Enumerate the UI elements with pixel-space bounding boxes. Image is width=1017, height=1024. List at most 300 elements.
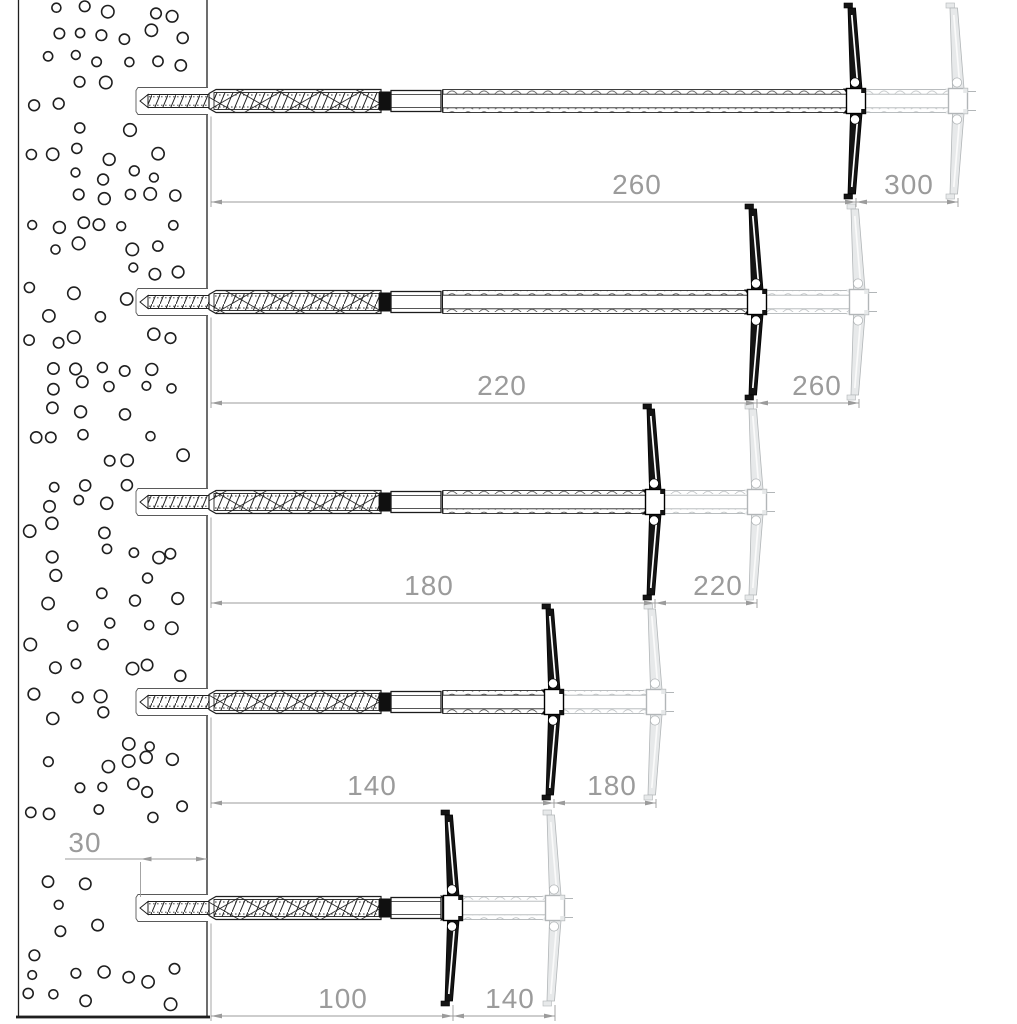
dimension-arrow (554, 801, 565, 806)
tube-wall-hatch (767, 291, 851, 296)
tube-wall-hatch (463, 915, 547, 920)
dimension-arrow (543, 801, 554, 806)
plate-tip (844, 194, 853, 199)
aggregate-circle (28, 971, 37, 980)
aggregate-circle (102, 544, 111, 553)
aggregate-circle (164, 998, 176, 1010)
aggregate-circle (128, 778, 139, 789)
plate-hub-mark (762, 490, 766, 495)
aggregate-circle (95, 312, 105, 322)
aggregate-circle (153, 56, 163, 66)
dimension-row-5 (211, 924, 555, 1022)
screw (140, 296, 211, 309)
dimension-arrow (655, 601, 666, 606)
aggregate-circle (100, 76, 112, 88)
aggregate-circle (43, 310, 55, 322)
aggregate-circle (98, 640, 108, 650)
aggregate-circle (165, 549, 175, 559)
aggregate-circle (123, 972, 134, 983)
plate-spring-circle (548, 679, 557, 688)
screw (140, 496, 211, 509)
tube-wall-hatch (443, 291, 748, 296)
aggregate-circle (54, 28, 64, 38)
aggregate-circle (47, 402, 58, 413)
socket-section (391, 691, 443, 714)
plate-spring-circle (447, 922, 456, 931)
tube-wall-hatch (443, 491, 646, 496)
aggregate-circle (44, 52, 53, 61)
dimension-arrow (845, 200, 856, 205)
plate-spring-circle (549, 922, 558, 931)
dimension-arrow (211, 601, 222, 606)
aggregate-circle (153, 552, 165, 564)
plate-spring-circle (548, 716, 557, 725)
dimension-arrow (211, 401, 222, 406)
plate-tip (946, 194, 955, 199)
aggregate-circle (120, 366, 130, 376)
tube-wall-hatch (866, 90, 950, 95)
dimension-label: 220 (477, 370, 527, 401)
ghost-pressure-plate (744, 404, 775, 600)
aggregate-circle (143, 573, 153, 583)
aggregate-circle (140, 751, 152, 763)
aggregate-circle (169, 964, 179, 974)
aggregate-circle (24, 638, 36, 650)
plate-hub-mark (560, 896, 564, 901)
plate-tip (844, 3, 853, 8)
aggregate-circle (126, 243, 138, 255)
aggregate-circle (80, 878, 91, 889)
aggregate-circle (42, 876, 53, 887)
aggregate-circle (142, 976, 154, 988)
plate-spring-circle (751, 316, 760, 325)
dimension-label: 180 (404, 570, 454, 601)
aggregate-circle (71, 969, 81, 979)
aggregate-circle (142, 787, 153, 798)
plate-spring-circle (650, 716, 659, 725)
aggregate-circle (71, 51, 80, 60)
aggregate-circle (28, 221, 37, 230)
tube-wall-hatch (564, 709, 648, 714)
dimension-label: 140 (347, 770, 397, 801)
plate-tip (643, 595, 652, 600)
aggregate-circle (50, 483, 59, 492)
ghost-pressure-plate (846, 204, 877, 400)
socket-body (391, 692, 441, 713)
aggregate-circle (80, 995, 91, 1006)
plate-tip (543, 810, 552, 815)
aggregate-circle (75, 783, 84, 792)
ghost-sleeve-tube (767, 291, 851, 314)
dimension-arrow (442, 1014, 453, 1019)
socket-section (391, 291, 443, 314)
aggregate-circle (46, 432, 56, 442)
aggregate-circle (47, 713, 59, 725)
aggregate-circle (166, 622, 178, 634)
aggregate-circle (152, 148, 164, 160)
tube-wall-hatch (564, 691, 648, 696)
plate-hub-mark (861, 89, 865, 94)
aggregate-circle (93, 219, 104, 230)
anchor-row-3 (140, 404, 775, 600)
aggregate-circle (104, 382, 114, 392)
socket-body (391, 898, 441, 919)
expansion-sleeve (209, 491, 381, 514)
plate-tip (542, 604, 551, 609)
pressure-plate (541, 604, 564, 800)
tube-wall-hatch (443, 709, 545, 714)
plate-spring-circle (853, 279, 862, 288)
sleeve-tube (443, 691, 545, 714)
plate-spring-circle (952, 78, 961, 87)
plate-spring-circle (447, 885, 456, 894)
dimension-row-4 (211, 718, 656, 809)
socket-section (391, 897, 443, 920)
tube-wall-hatch (443, 509, 646, 514)
aggregate-circle (177, 801, 187, 811)
aggregate-circle (167, 754, 179, 766)
aggregate-circle (167, 384, 176, 393)
tube-wall-hatch (443, 90, 847, 95)
aggregate-circle (141, 659, 152, 670)
expansion-sleeve (209, 291, 381, 314)
aggregate-circle (101, 497, 113, 509)
aggregate-circle (94, 805, 103, 814)
plate-hub-mark (559, 690, 563, 695)
aggregate-circle (48, 363, 59, 374)
aggregate-circle (54, 222, 66, 234)
plate-tip (847, 204, 856, 209)
aggregate-circle (54, 900, 63, 909)
aggregate-circle (129, 548, 138, 557)
aggregate-circle (75, 123, 85, 133)
dimension-label: 30 (68, 827, 102, 858)
aggregate-circle (117, 222, 126, 231)
aggregate-circle (121, 454, 133, 466)
plate-hub-mark (660, 510, 664, 515)
aggregate-circle (169, 221, 178, 230)
pressure-plate (642, 404, 665, 600)
aggregate-circle (94, 690, 107, 703)
plate-spring-circle (751, 279, 760, 288)
aggregate-circle (125, 58, 134, 67)
aggregate-circle (172, 266, 184, 278)
plate-tip (745, 395, 754, 400)
sleeve-tube (443, 491, 646, 514)
dimension-arrow (856, 200, 867, 205)
aggregate-circle (31, 432, 42, 443)
plate-hub-mark (864, 290, 868, 295)
dimension-label: 260 (792, 370, 842, 401)
expansion-sleeve (209, 90, 381, 113)
aggregate-circle (44, 757, 54, 767)
plate-hub-mark (963, 89, 967, 94)
plate-hub-mark (458, 896, 462, 901)
aggregate-circle (126, 662, 138, 674)
aggregate-circle (29, 950, 40, 961)
plate-tip (745, 595, 754, 600)
aggregate-circle (52, 3, 61, 12)
screw-head (379, 92, 391, 111)
aggregate-circle (150, 173, 159, 182)
aggregate-circle (120, 409, 131, 420)
plate-tip (441, 810, 450, 815)
aggregate-circle (49, 990, 58, 999)
aggregate-circle (177, 449, 189, 461)
ghost-sleeve-tube (564, 691, 648, 714)
sleeve-tube (443, 291, 748, 314)
pressure-plate (843, 3, 866, 199)
plate-hub-mark (762, 290, 766, 295)
socket-section (391, 90, 443, 113)
tube-wall-hatch (443, 108, 847, 113)
dimension-row-1 (211, 117, 958, 208)
expansion-sleeve (209, 897, 381, 920)
aggregate-circle (105, 618, 115, 628)
aggregate-circle (121, 480, 132, 491)
aggregate-circle (75, 406, 87, 418)
aggregate-circle (129, 166, 139, 176)
plate-hub-mark (661, 690, 665, 695)
dimension-label: 100 (318, 983, 368, 1014)
aggregate-circle (68, 331, 80, 343)
aggregate-circle (146, 364, 158, 376)
aggregate-circle (76, 28, 85, 37)
dimension-label: 220 (693, 570, 743, 601)
plate-tip (543, 1001, 552, 1006)
dimension-label: 300 (884, 169, 934, 200)
aggregate-circle (102, 6, 114, 18)
aggregate-circle (98, 783, 107, 792)
socket-body (391, 292, 441, 313)
dimension-arrow (746, 601, 757, 606)
aggregate-circle (123, 755, 135, 767)
plate-hub-mark (458, 916, 462, 921)
aggregate-circle (43, 808, 54, 819)
aggregate-circle (92, 919, 103, 930)
screw (140, 95, 211, 108)
ghost-pressure-plate (542, 810, 573, 1006)
aggregate-circle (26, 150, 36, 160)
aggregate-circle (72, 237, 85, 250)
aggregate-circle (46, 551, 58, 563)
anchor-row-1 (140, 3, 976, 199)
dimension-label: 260 (612, 169, 662, 200)
aggregate-circle (97, 588, 107, 598)
aggregate-circle (98, 193, 110, 205)
plate-hub-mark (660, 490, 664, 495)
aggregate-circle (99, 527, 110, 538)
plate-spring-circle (650, 679, 659, 688)
aggregate-circle (153, 241, 163, 251)
aggregate-circle (71, 168, 80, 177)
aggregate-circle (72, 692, 83, 703)
plate-tip (643, 404, 652, 409)
plate-spring-circle (850, 115, 859, 124)
plate-tip (644, 795, 653, 800)
aggregate-circle (175, 670, 186, 681)
aggregate-circle (53, 338, 63, 348)
screw (140, 696, 211, 709)
aggregate-circle (50, 570, 62, 582)
aggregate-circle (68, 287, 80, 299)
plate-tip (441, 1001, 450, 1006)
plate-spring-circle (853, 316, 862, 325)
plate-hub-mark (762, 510, 766, 515)
aggregate-circle (24, 283, 34, 293)
aggregate-circle (145, 24, 157, 36)
ghost-pressure-plate (643, 604, 674, 800)
aggregate-circle (148, 328, 160, 340)
aggregate-circle (24, 525, 36, 537)
aggregate-circle (124, 124, 137, 137)
aggregate-circle (170, 190, 181, 201)
aggregate-circle (78, 430, 88, 440)
aggregate-circle (28, 688, 40, 700)
aggregate-circle (146, 432, 155, 441)
aggregate-circle (98, 363, 108, 373)
plate-hub-mark (762, 310, 766, 315)
aggregate-circle (98, 966, 110, 978)
dimension-label: 180 (587, 770, 637, 801)
aggregate-circle (119, 34, 129, 44)
aggregate-circle (53, 98, 64, 109)
aggregate-circle (125, 189, 135, 199)
aggregate-circle (144, 188, 156, 200)
dimension-arrow (947, 200, 958, 205)
aggregate-circle (29, 100, 40, 111)
dimension-arrow (453, 1014, 464, 1019)
plate-spring-circle (751, 479, 760, 488)
plate-hub-mark (560, 916, 564, 921)
aggregate-circle (55, 926, 65, 936)
dimension-arrow (544, 1014, 555, 1019)
ghost-sleeve-tube (665, 491, 749, 514)
plate-spring-circle (751, 516, 760, 525)
aggregate-circle (121, 293, 133, 305)
aggregate-circle (44, 501, 55, 512)
aggregate-circle (79, 1, 90, 12)
aggregate-circle (72, 143, 82, 153)
aggregate-circle (24, 335, 34, 345)
screw-head (379, 293, 391, 312)
dimension-arrow (211, 200, 222, 205)
screw-head (379, 493, 391, 512)
aggregate-circle (130, 595, 141, 606)
tube-wall-hatch (767, 309, 851, 314)
sleeve-tube (443, 90, 847, 113)
aggregate-circle (48, 384, 59, 395)
plate-hub-mark (559, 710, 563, 715)
aggregate-circle (98, 707, 109, 718)
concrete-wall (16, 0, 210, 1018)
dimension-row-3 (211, 518, 757, 609)
socket-body (391, 492, 441, 513)
aggregate-circle (42, 597, 54, 609)
plate-tip (542, 795, 551, 800)
aggregate-circle (102, 761, 114, 773)
aggregate-circle (50, 662, 61, 673)
tube-wall-hatch (665, 509, 749, 514)
aggregate-circle (74, 495, 83, 504)
aggregate-circle (175, 60, 186, 71)
aggregate-circle (96, 30, 107, 41)
socket-body (391, 91, 441, 112)
aggregate-circle (105, 456, 115, 466)
aggregate-circle (177, 32, 188, 43)
plate-tip (745, 204, 754, 209)
aggregate-circle (145, 742, 154, 751)
aggregate-circle (51, 245, 60, 254)
aggregate-circle (23, 988, 33, 998)
tube-wall-hatch (866, 108, 950, 113)
aggregate-circle (123, 738, 135, 750)
aggregate-circle (77, 376, 88, 387)
plate-spring-circle (952, 115, 961, 124)
dimension-label: 140 (485, 983, 535, 1014)
plate-tip (847, 395, 856, 400)
aggregate-circle (46, 517, 58, 529)
wall-bottom-edge (16, 1016, 210, 1019)
aggregate-circle (165, 333, 176, 344)
aggregate-circle (151, 8, 162, 19)
plate-spring-circle (649, 479, 658, 488)
dimension-arrow (848, 401, 859, 406)
dimension-arrow (211, 801, 222, 806)
aggregate-circle (149, 269, 160, 280)
plate-hub-mark (861, 109, 865, 114)
dimension-arrow (211, 1014, 222, 1019)
aggregate-circle (80, 480, 91, 491)
tube-wall-hatch (463, 897, 547, 902)
pressure-plate (744, 204, 767, 400)
tube-wall-hatch (665, 491, 749, 496)
aggregate-circle (92, 57, 101, 66)
aggregate-circle (47, 148, 59, 160)
expansion-sleeve (209, 691, 381, 714)
aggregate-circle (98, 174, 109, 185)
screw-head (379, 693, 391, 712)
ghost-sleeve-tube (866, 90, 950, 113)
screw (140, 902, 211, 915)
aggregate-circle (166, 10, 178, 22)
tube-wall-hatch (443, 309, 748, 314)
plate-spring-circle (549, 885, 558, 894)
plate-hub-mark (963, 109, 967, 114)
aggregate-circle (68, 621, 78, 631)
aggregate-circle (129, 263, 138, 272)
aggregate-circle (70, 363, 82, 375)
aggregate-circle (26, 807, 36, 817)
plate-spring-circle (649, 516, 658, 525)
plate-hub-mark (864, 310, 868, 315)
screw-head (379, 899, 391, 918)
aggregate-circle (172, 593, 184, 605)
aggregate-circle (145, 621, 154, 630)
plate-spring-circle (850, 78, 859, 87)
anchors (140, 3, 976, 1006)
aggregate-circle (142, 382, 151, 391)
socket-section (391, 491, 443, 514)
aggregate-circle (148, 812, 158, 822)
ghost-pressure-plate (945, 3, 976, 199)
dimension-arrow (645, 801, 656, 806)
pressure-plate (440, 810, 463, 1006)
aggregate-circle (71, 659, 80, 668)
dimension-arrow (757, 401, 768, 406)
ghost-sleeve-tube (463, 897, 547, 920)
aggregate-circle (73, 189, 84, 200)
